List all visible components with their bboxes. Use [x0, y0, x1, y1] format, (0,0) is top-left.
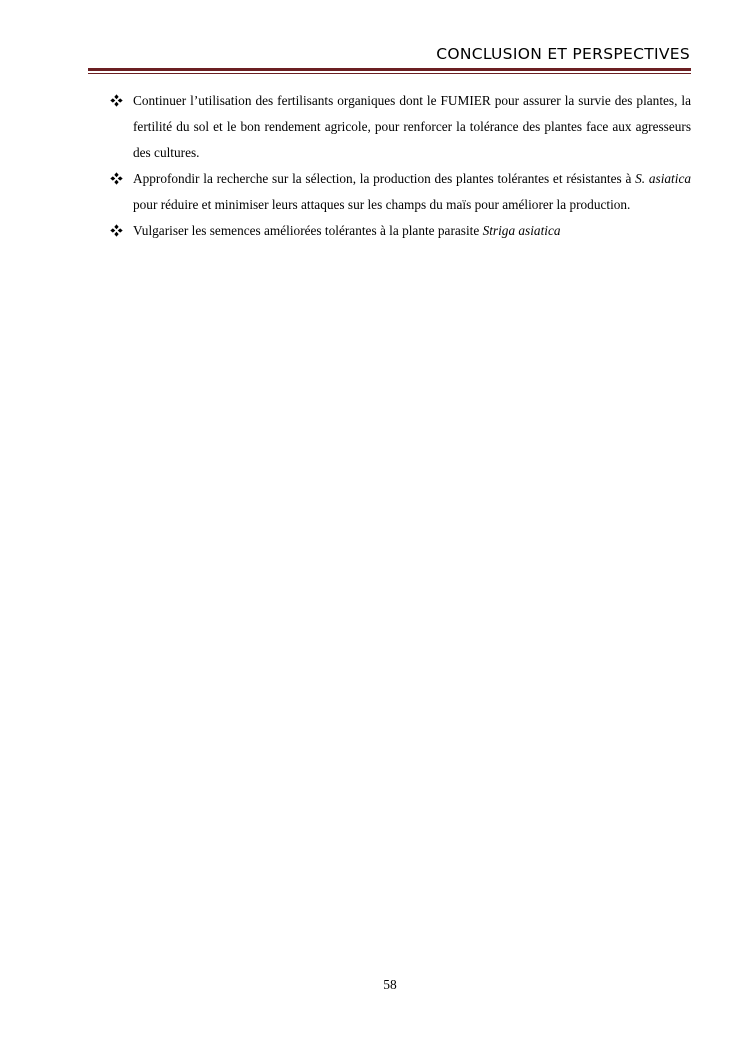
perspectives-list [110, 88, 698, 244]
list-item [110, 166, 698, 218]
four-diamond-bullet-icon [110, 172, 123, 185]
list-item-text: pour réduire et minimiser leurs attaques sur les champs du maïs pour améliorer la production. [133, 171, 698, 212]
list-item [110, 88, 691, 166]
four-diamond-bullet-icon [110, 94, 123, 107]
species-name: Striga asiatica [482, 223, 561, 238]
header-divider [88, 68, 691, 75]
list-item-text: Vulgariser les semences améliorées tolérantes à la plante parasite [133, 223, 483, 238]
list-item-text: Continuer l’utilisation des fertilisants organiques dont le FUMIER pour assurer la survie des plantes, la fertilité du sol et le bon rendement agricole, pour renforcer la tolérance des plantes face aux agresseurs des cultures. [133, 93, 691, 160]
list-item [110, 218, 691, 244]
header-divider-thin [88, 73, 691, 74]
header-divider-thick [88, 68, 691, 71]
page-number: 58 [383, 977, 397, 992]
four-diamond-bullet-icon [110, 224, 123, 237]
section-header-title: CONCLUSION ET PERSPECTIVES [436, 45, 690, 63]
species-name: S. asiatica [635, 171, 691, 186]
list-item-text: Approfondir la recherche sur la sélection, la production des plantes tolérantes et résistantes à [133, 171, 636, 186]
